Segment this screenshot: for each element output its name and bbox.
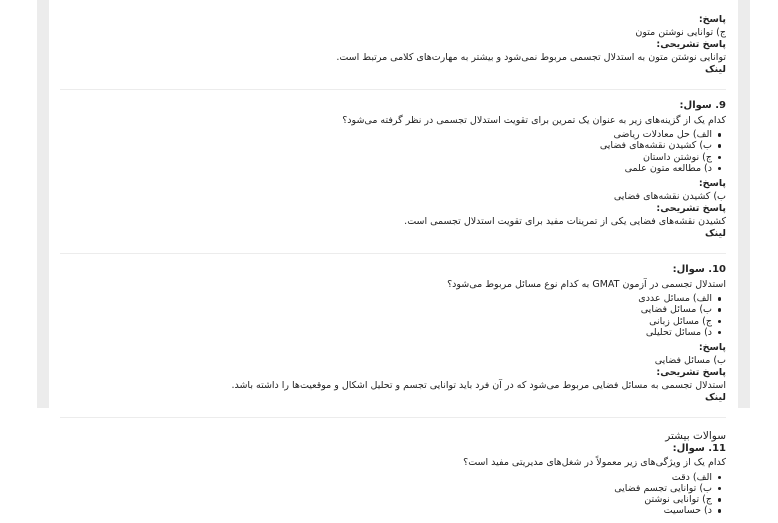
divider [60, 89, 726, 90]
options-list [60, 129, 726, 174]
question-text: کدام یک از گزینه‌های زیر به عنوان یک تمرین برای تقویت استدلال تجسمی در نظر گرفته می‌شود؟ [342, 114, 726, 126]
option-item: ب) کشیدن نقشه‌های فضایی [60, 140, 712, 151]
option-item: ج) مسائل زبانی [60, 316, 712, 327]
option-item: د) مسائل تحلیلی [60, 327, 712, 338]
explanation-text: کشیدن نقشه‌های فضایی یکی از تمرینات مفید برای تقویت استدلال تجسمی است. [404, 215, 726, 227]
option-item: ب) توانایی تجسم فضایی [60, 483, 712, 494]
question-title: 10. سوال: [672, 263, 726, 275]
question-text: کدام یک از ویژگی‌های زیر معمولاً در شغل‌های مدیریتی مفید است؟ [463, 457, 726, 469]
divider [60, 417, 726, 418]
more-questions-heading: سوالات بیشتر [665, 429, 726, 442]
answer-text: ب) کشیدن نقشه‌های فضایی [613, 190, 726, 202]
option-item: ج) نوشتن داستان [60, 152, 712, 163]
question-9 [60, 98, 726, 247]
option-item: ج) توانایی نوشتن [60, 494, 712, 505]
answer-text: ج) توانایی نوشتن متون [635, 26, 726, 38]
explanation-text: استدلال تجسمی به مسائل فضایی مربوط می‌شود که در آن فرد باید توانایی تجسم و تحلیل اشکال و موقعیت‌ها را داشته باشد. [231, 379, 726, 391]
answer-text: ب) مسائل فضایی [654, 354, 726, 366]
divider [60, 253, 726, 254]
answer-label: پاسخ: [698, 341, 726, 353]
option-item: د) مطالعه متون علمی [60, 163, 712, 174]
link[interactable]: لینک [704, 64, 726, 76]
right-scroll-rail [738, 0, 750, 408]
options-list [60, 293, 726, 338]
explanation-text: توانایی نوشتن متون به استدلال تجسمی مربوط نمی‌شود و بیشتر به مهارت‌های کلامی مرتبط است. [336, 51, 726, 63]
link[interactable]: لینک [704, 228, 726, 240]
left-scroll-rail [37, 0, 49, 408]
explanation-label: پاسخ تشریحی: [656, 39, 726, 51]
option-item: د) حساسیت [60, 505, 712, 516]
option-item: الف) دقت [60, 472, 712, 483]
explanation-label: پاسخ تشریحی: [656, 203, 726, 215]
question-text: استدلال تجسمی در آزمون GMAT به کدام نوع مسائل مربوط می‌شود؟ [447, 278, 726, 290]
question-title: 11. سوال: [672, 442, 726, 454]
question-10 [60, 262, 726, 411]
more-questions [60, 426, 726, 523]
options-list [60, 472, 726, 517]
answer-label: پاسخ: [698, 177, 726, 189]
question-title: 9. سوال: [679, 99, 726, 111]
link[interactable]: لینک [704, 392, 726, 404]
previous-answer-block [60, 12, 726, 83]
quiz-content [60, 12, 726, 523]
option-item: الف) مسائل عددی [60, 293, 712, 304]
option-item: الف) حل معادلات ریاضی [60, 129, 712, 140]
option-item: ب) مسائل فضایی [60, 304, 712, 315]
explanation-label: پاسخ تشریحی: [656, 367, 726, 379]
answer-label: پاسخ: [698, 14, 726, 25]
